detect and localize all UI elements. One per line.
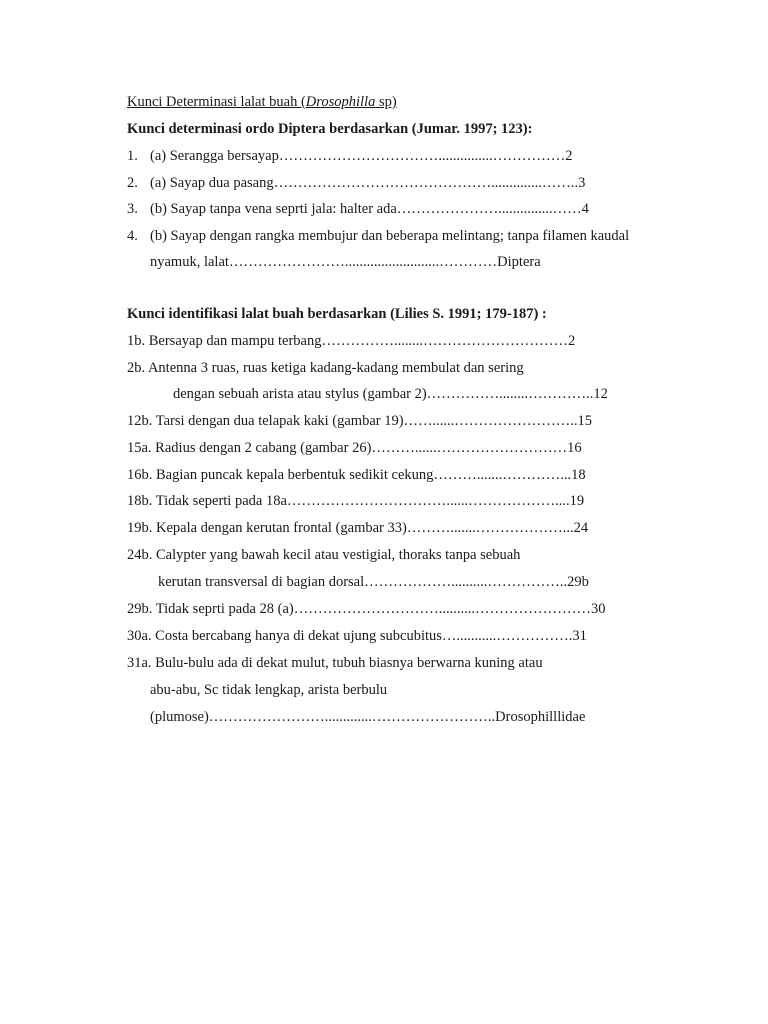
list-item: 2. (a) Sayap dua pasang………………………………………..............……..3 bbox=[127, 175, 586, 191]
title-prefix: Kunci Determinasi lalat buah ( bbox=[127, 94, 306, 110]
key-line: 30a. Costa bercabang hanya di dekat ujung subcubitus…...........…………….31 bbox=[127, 628, 587, 644]
key-line: 19b. Kepala dengan kerutan frontal (gambar 33)……….......………………...24 bbox=[127, 520, 589, 536]
key-line: 2b. Antenna 3 ruas, ruas ketiga kadang-kadang membulat dan sering bbox=[127, 360, 524, 376]
title-suffix: sp) bbox=[375, 94, 397, 110]
key-line: 15a. Radius dengan 2 cabang (gambar 26)………......………………………16 bbox=[127, 440, 582, 456]
document-title bbox=[127, 93, 397, 111]
title-genus: Drosophilla bbox=[305, 94, 376, 110]
section2-heading: Kunci identifikasi lalat buah berdasarkan (Lilies S. 1991; 179-187) : bbox=[127, 306, 547, 322]
key-line: 16b. Bagian puncak kepala berbentuk sedikit cekung……….......…………...18 bbox=[127, 467, 586, 483]
list-item: 4. (b) Sayap dengan rangka membujur dan beberapa melintang; tanpa filamen kaudal bbox=[127, 228, 630, 244]
key-line: dengan sebuah arista atau stylus (gambar 2)……………........…………..12 bbox=[173, 386, 608, 402]
key-line: 1b. Bersayap dan mampu terbang……………........…………………………2 bbox=[127, 333, 576, 349]
section1-heading: Kunci determinasi ordo Diptera berdasarkan (Jumar. 1997; 123): bbox=[127, 121, 533, 137]
list-item: 1. (a) Serangga bersayap……………………………...............……………2 bbox=[127, 148, 573, 164]
key-line: 31a. Bulu-bulu ada di dekat mulut, tubuh biasnya berwarna kuning atau bbox=[127, 655, 543, 671]
key-line: 29b. Tidak seprti pada 28 (a)…………………………..........……………………30 bbox=[127, 601, 606, 617]
list-item: 3. (b) Sayap tanpa vena seprti jala: halter ada…………………...............……4 bbox=[127, 201, 589, 217]
key-line: 24b. Calypter yang bawah kecil atau vestigial, thoraks tanpa sebuah bbox=[127, 547, 521, 563]
key-line: 18b. Tidak seperti pada 18a……………………………......………………....19 bbox=[127, 493, 585, 509]
key-line: 12b. Tarsi dengan dua telapak kaki (gambar 19)……......……………………..15 bbox=[127, 413, 593, 429]
key-line: kerutan transversal di bagian dorsal………………..........……………..29b bbox=[158, 574, 589, 590]
list-item-continuation: nyamuk, lalat……………………..........................…………Diptera bbox=[150, 254, 541, 270]
key-line: abu-abu, Sc tidak lengkap, arista berbulu bbox=[150, 682, 388, 698]
key-line: (plumose)…………………….............……………………..Drosophilllidae bbox=[150, 709, 586, 725]
